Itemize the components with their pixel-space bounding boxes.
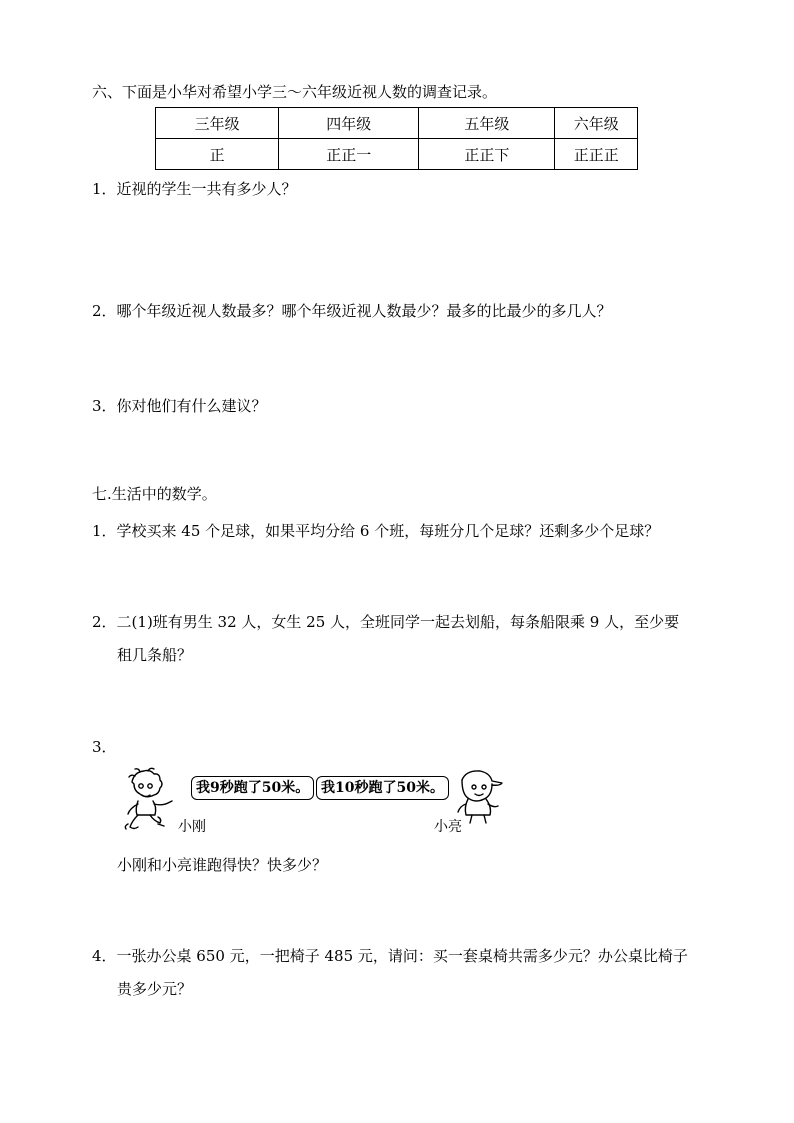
section6-question-1: 1．近视的学生一共有多少人？ xyxy=(92,180,297,198)
header-grade5: 五年级 xyxy=(419,108,555,139)
section7-title: 七.生活中的数学。 xyxy=(92,485,217,503)
section7-question-2-line2: 租几条船？ xyxy=(117,646,193,664)
survey-table xyxy=(155,107,638,170)
header-grade3: 三年级 xyxy=(156,108,279,139)
table-header-row xyxy=(156,108,638,139)
section7-question-4-line1: 4．一张办公桌 650 元，一把椅子 485 元，请问：买一套桌椅共需多少元？办公桌比椅子 xyxy=(92,947,688,965)
speech-bubble-right: 我10秒跑了50米。 xyxy=(316,776,449,800)
section6-question-2: 2．哪个年级近视人数最多？哪个年级近视人数最少？最多的比最少的多几人？ xyxy=(92,302,612,320)
boy-with-cap-right-figure xyxy=(452,766,512,826)
boy-running-left-figure xyxy=(118,766,186,834)
tally-grade6: 正正正 xyxy=(555,139,638,170)
section6-question-3: 3．你对他们有什么建议？ xyxy=(92,397,267,415)
tally-grade3: 正 xyxy=(156,139,279,170)
section7-question-2-line1: 2．二(1)班有男生 32 人，女生 25 人，全班同学一起去划船，每条船限乘 9 人，至少要 xyxy=(92,613,680,631)
section7-question-3-number: 3． xyxy=(92,738,117,756)
speech-bubble-left: 我9秒跑了50米。 xyxy=(191,776,314,800)
header-grade4: 四年级 xyxy=(279,108,419,139)
name-label-xiaogang: 小刚 xyxy=(178,819,206,835)
tally-grade4: 正正一 xyxy=(279,139,419,170)
section6-title: 六、下面是小华对希望小学三～六年级近视人数的调查记录。 xyxy=(92,83,498,101)
header-grade6: 六年级 xyxy=(555,108,638,139)
name-label-xiaoliang: 小亮 xyxy=(434,819,462,835)
tally-grade5: 正正下 xyxy=(419,139,555,170)
section7-question-1: 1．学校买来 45 个足球，如果平均分给 6 个班，每班分几个足球？还剩多少个足球？ xyxy=(92,522,660,540)
table-tally-row xyxy=(156,139,638,170)
section7-question-3-text: 小刚和小亮谁跑得快？快多少？ xyxy=(117,856,328,874)
section7-question-4-line2: 贵多少元？ xyxy=(117,980,193,998)
